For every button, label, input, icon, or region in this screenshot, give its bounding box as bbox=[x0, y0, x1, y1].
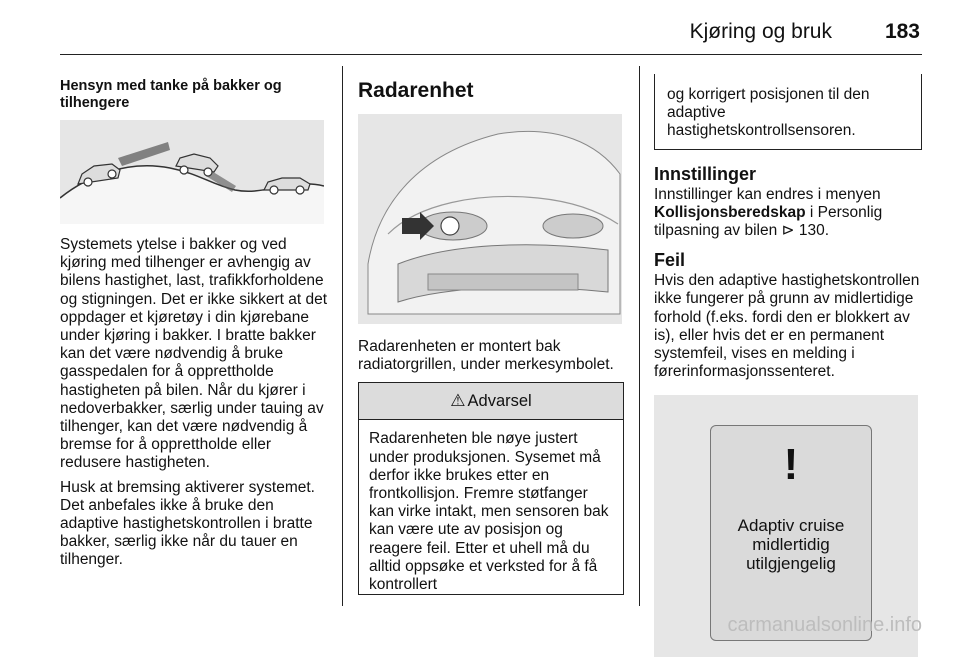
column-1 bbox=[60, 66, 328, 576]
exclamation-icon: ! bbox=[783, 440, 799, 490]
display-message bbox=[738, 516, 845, 573]
warning-text: Radarenheten ble nøye justert under produksjonen. Sysemet må derfor ikke brukes etter en frontkollisjon. Fremre støtfanger kan virke intakt, men sensoren bak kan være ute av posisjon og reagere feil. Etter et uhell må du alltid oppsøke et verksted for å få kontrollert bbox=[369, 430, 609, 594]
car-front-radar-icon bbox=[358, 114, 622, 324]
column-divider-1 bbox=[342, 66, 343, 606]
watermark: carmanualsonline.info bbox=[727, 614, 922, 636]
error-heading: Feil bbox=[654, 250, 686, 271]
warning-body bbox=[359, 420, 623, 594]
cars-on-hills-icon bbox=[60, 120, 324, 224]
page-reference-icon: ⊳ bbox=[781, 222, 795, 240]
page-header bbox=[60, 18, 922, 55]
column-divider-2 bbox=[639, 66, 640, 606]
hills-illustration bbox=[60, 120, 324, 224]
settings-text-post: i Personlig tilpasning av bilen bbox=[654, 203, 883, 240]
display-line-3: utilgjengelig bbox=[746, 554, 836, 574]
column-3 bbox=[654, 74, 922, 657]
hills-paragraph: Systemets ytelse i bakker og ved kjøring med tilhenger er avhengig av bilens hastighet, last, trafikkforholdene og stigningen. Det er ikke sikkert at det oppdager et kjøretøy i din kjørebane under kjøring i bakker. I bratte bakker kan det være nødvendig å bruke gasspedalen for å opprettholde hastigheten på bilen. Når du kjører i nedoverbakker, særlig under tauing av tilhenger, kan det være nødvendig å bremse for å opprettholde eller redusere hastigheten. bbox=[60, 236, 328, 472]
display-line-2: midlertidig bbox=[752, 535, 830, 555]
menu-name: Kollisjonsberedskap bbox=[654, 203, 806, 221]
display-screen bbox=[710, 425, 872, 641]
column-2 bbox=[358, 66, 624, 595]
error-paragraph: Hvis den adaptive hastighetskontrollen ikke fungerer på grunn av midlertidige forhold (f.eks. fordi den er blokkert av is), eller hvis det er en permanent systemfeil, vises en melding i førerinformasjonssenteret. bbox=[654, 272, 920, 381]
warning-continuation bbox=[654, 74, 922, 150]
settings-heading: Innstillinger bbox=[654, 163, 757, 184]
radar-location-text: Radarenheten er montert bak radiatorgrillen, under merkesymbolet. bbox=[358, 338, 614, 374]
page-number: 183 bbox=[884, 20, 920, 43]
braking-paragraph: Husk at bremsing aktiverer systemet. Det anbefales ikke å bruke den adaptive hastighetskontrollen i bratte bakker, særlig ikke når du tauer en tilhenger. bbox=[60, 478, 315, 569]
warning-continuation-text: og korrigert posisjonen til den adaptive hastighetskontrollsensoren. bbox=[667, 86, 870, 140]
warning-triangle-icon: ⚠ bbox=[450, 391, 466, 411]
radar-illustration bbox=[358, 114, 622, 324]
radar-unit-heading: Radarenhet bbox=[358, 79, 474, 102]
page-reference: 130. bbox=[798, 222, 830, 240]
settings-text-pre: Innstillinger kan endres i menyen bbox=[654, 185, 881, 203]
warning-header bbox=[359, 383, 623, 420]
warning-box bbox=[358, 382, 624, 595]
section-title: Kjøring og bruk bbox=[689, 20, 832, 43]
display-line-1: Adaptiv cruise bbox=[737, 516, 845, 536]
settings-paragraph bbox=[654, 186, 922, 241]
warning-title: Advarsel bbox=[467, 392, 532, 411]
hills-trailers-heading: Hensyn med tanke på bakker og tilhengere bbox=[60, 78, 282, 111]
